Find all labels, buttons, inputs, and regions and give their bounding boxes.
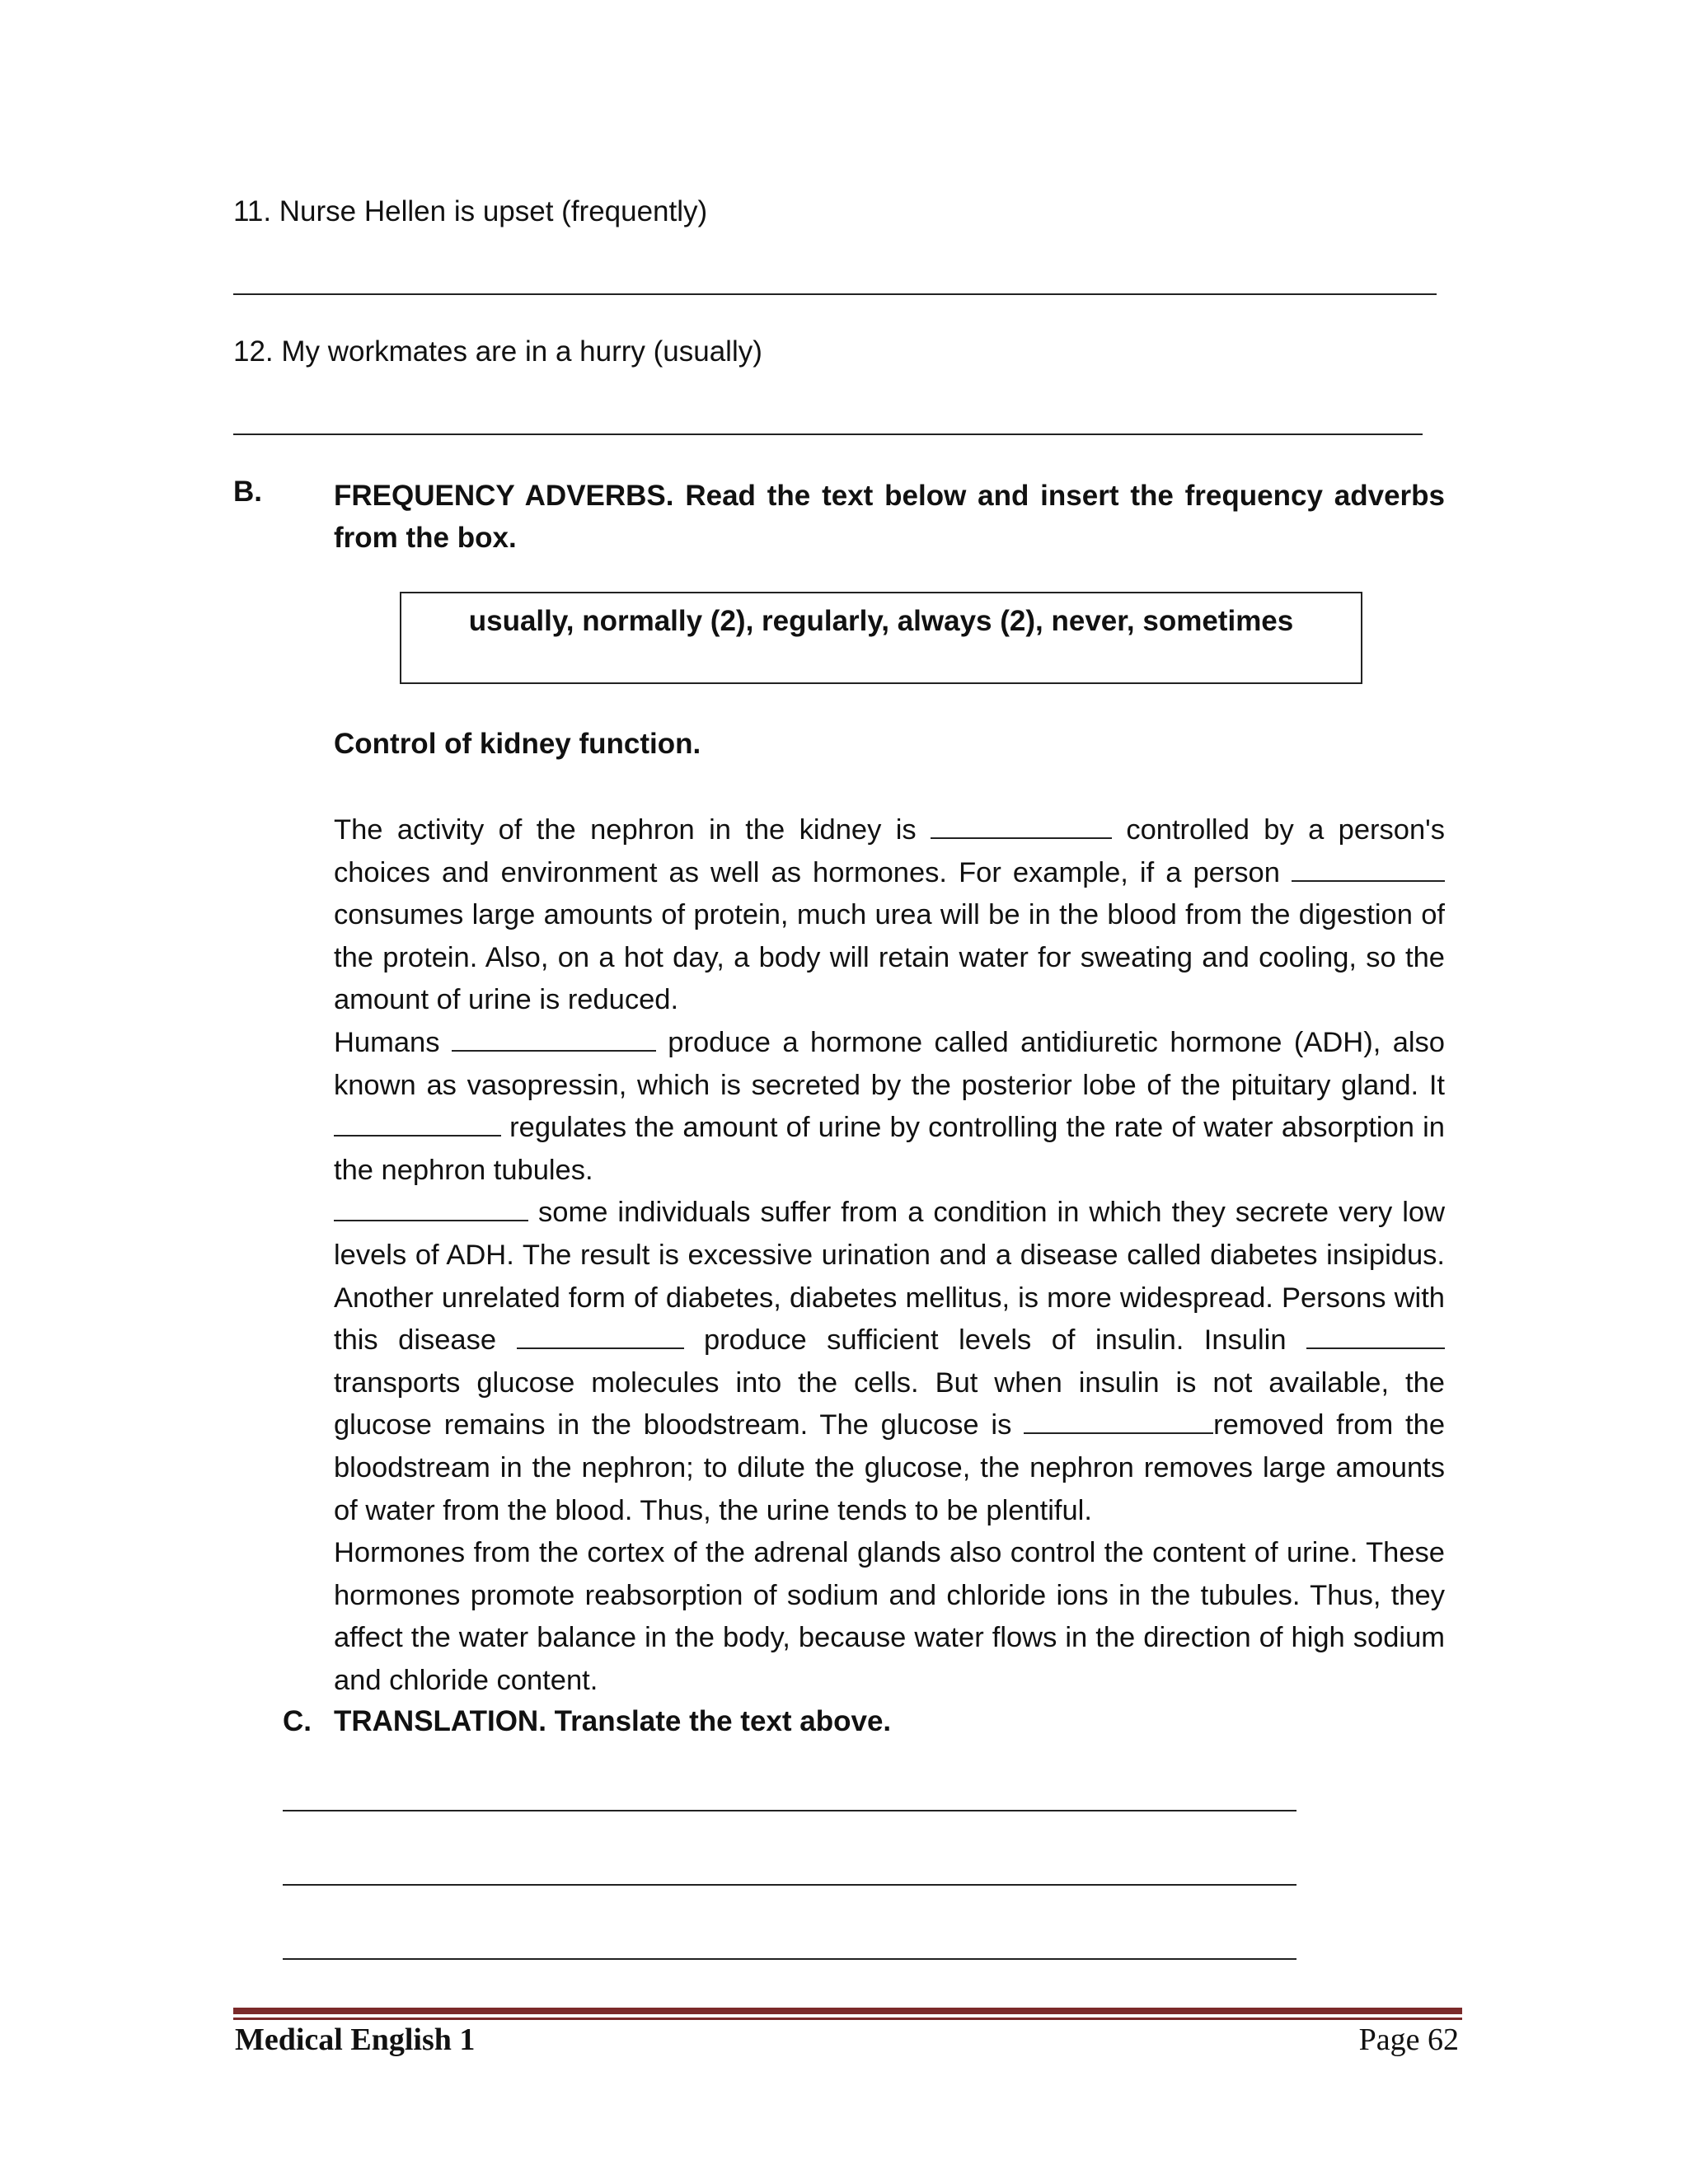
blank-6[interactable]: [517, 1323, 684, 1349]
answer-line-11[interactable]: [233, 293, 1437, 295]
blank-5[interactable]: [334, 1195, 528, 1221]
translation-line-3[interactable]: [283, 1958, 1296, 1960]
text-span: produce a hormone called antidiuretic hormone (ADH), also known as vasopressin, which is secreted by the posterior lobe of the pituitary gland. It: [334, 1026, 1445, 1101]
adverb-box: [400, 592, 1362, 684]
reading-text: [334, 809, 1445, 1702]
translation-line-1[interactable]: [283, 1810, 1296, 1811]
text-span: consumes large amounts of protein, much urea will be in the blood from the digestion of the protein. Also, on a hot day, a body will retain water for sweating and cooling, so the amount of urine is reduced.: [334, 899, 1445, 1016]
blank-4[interactable]: [334, 1110, 501, 1137]
section-c-letter: C.: [283, 1705, 312, 1737]
translation-line-2[interactable]: [283, 1884, 1296, 1886]
paragraph-1: [334, 809, 1445, 1022]
text-title: Control of kidney function.: [334, 728, 701, 760]
answer-line-12[interactable]: [233, 434, 1423, 435]
text-span: regulates the amount of urine by controlling the rate of water absorption in the nephron tubules.: [334, 1112, 1445, 1186]
adverb-list: usually, normally (2), regularly, always (2), never, sometimes: [468, 605, 1294, 637]
blank-1[interactable]: [931, 813, 1112, 839]
section-c-heading: TRANSLATION. Translate the text above.: [334, 1705, 892, 1737]
question-11: 11. Nurse Hellen is upset (frequently): [233, 195, 708, 227]
text-span: produce sufficient levels of insulin. Insulin: [683, 1324, 1306, 1357]
footer-rule-thick: [233, 2008, 1462, 2014]
text-span: The activity of the nephron in the kidney is: [334, 814, 931, 846]
text-span: some individuals suffer from a condition in which they secrete very low levels of ADH. The result is excessive urination and a disease called diabetes insipidus. Another unrelated form of diabetes, diabetes mellitus, is more widespread. Persons with this disease: [334, 1197, 1445, 1357]
question-12: 12. My workmates are in a hurry (usually): [233, 335, 762, 368]
blank-2[interactable]: [1292, 855, 1445, 882]
text-span: Humans: [334, 1026, 452, 1058]
blank-8[interactable]: [1024, 1408, 1213, 1434]
blank-7[interactable]: [1306, 1323, 1445, 1349]
footer-title: Medical English 1: [235, 2022, 476, 2057]
section-b-heading: FREQUENCY ADVERBS. Read the text below and insert the frequency adverbs from the box.: [334, 480, 1445, 554]
text-span: removed from the bloodstream in the nephron; to dilute the glucose, the nephron removes large amounts of water from the blood. Thus, the urine tends to be plentiful.: [334, 1409, 1446, 1526]
blank-3[interactable]: [452, 1025, 656, 1052]
paragraph-2: [334, 1022, 1445, 1192]
text-span: transports glucose molecules into the cells. But when insulin is not available, the glucose remains in the bloodstream. The glucose is: [334, 1366, 1445, 1441]
section-b-letter: B.: [233, 476, 262, 508]
paragraph-3: [334, 1192, 1445, 1532]
page-number: Page 62: [1358, 2022, 1459, 2057]
text-span: controlled by a person's choices and environment as well as hormones. For example, if a person: [334, 814, 1445, 888]
paragraph-4: Hormones from the cortex of the adrenal glands also control the content of urine. These hormones promote reabsorption of sodium and chloride ions in the tubules. Thus, they affect the water balance in the body, because water flows in the direction of high sodium and chloride content.: [334, 1537, 1445, 1696]
